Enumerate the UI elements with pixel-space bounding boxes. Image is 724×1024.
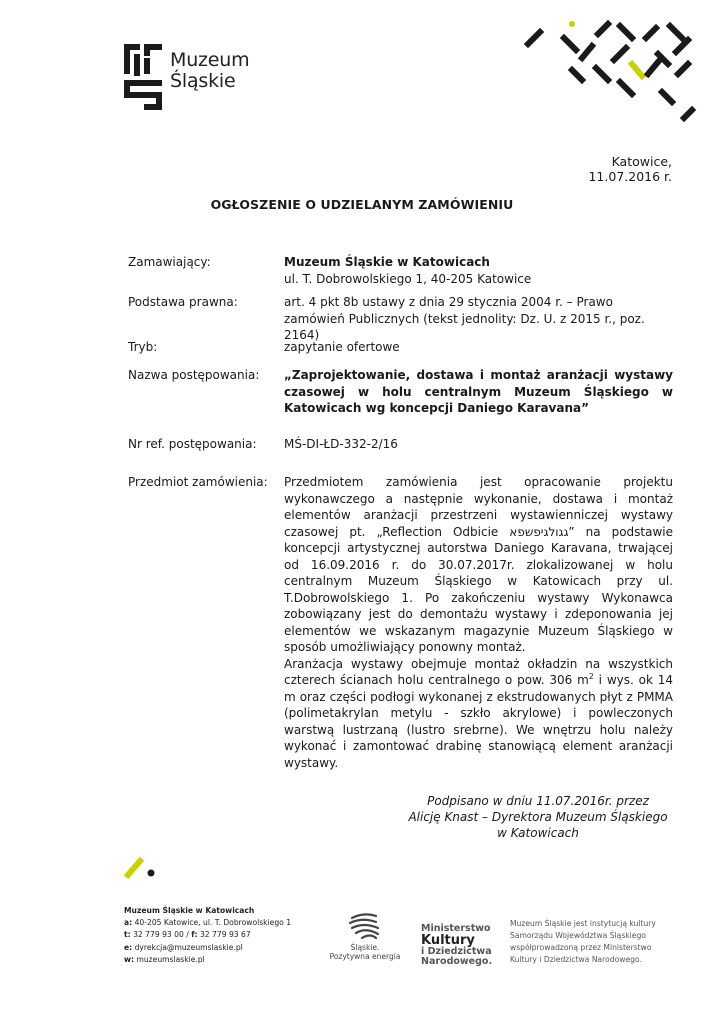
footer-website[interactable]: muzeumslaskie.pl	[134, 954, 205, 964]
logo-line-1: Muzeum	[170, 49, 250, 71]
value-zamawiajacy	[284, 254, 673, 287]
footer-contact: Muzeum Śląskie w Katowicach a: 40-205 Katowice, ul. T. Dobrowolskiego 1 t: 32 779 93 00 / f: 32 779 93 67 e: dyrekcja@muzeumslaskie.pl w: muzeumslaskie.pl	[124, 906, 292, 964]
przedmiot-paragraph-1: Przedmiotem zamówienia jest opracowanie projektu wykonawczego a następnie wykonanie, dostawa i montaż elementów aranżacji przestrzeni wystawienniczej wystawy czasowej pt. „Reflection Odbicie גגולגיפשפא” na podstawie koncepcji artystycznej autorstwa Daniego Karavana, trwającej od 16.09.2016 r. do 30.07.2017r. zlokalizowanej w holu centralnym Muzeum Śląskiego w Katowicach przy ul. T.Dobrowolskiego 1. Po zakończeniu wystawy Wykonawca zobowiązany jest do demontażu wystawy i zdeponowania jej elementów we wskazanym magazynie Muzeum Śląskiego w sposób umożliwiający ponowny montaż.	[284, 475, 673, 654]
value-przedmiot-zamowienia	[284, 474, 673, 771]
label-nr-ref: Nr ref. postępowania:	[128, 437, 257, 451]
value-nazwa-postepowania: „Zaprojektowanie, dostawa i montaż aranżacji wystawy czasowej w holu centralnym Muzeum Śląskiego w Katowicach wg koncepcji Daniego Karavana”	[284, 368, 673, 415]
contracting-authority-address: ul. T. Dobrowolskiego 1, 40-205 Katowice	[284, 271, 532, 286]
museum-logo-wordmark	[170, 50, 249, 92]
footer-mark-icon	[124, 855, 158, 879]
silesia-brand-text: Śląskie. Pozytywna energia	[329, 943, 401, 961]
signature-line-3: w Katowicach	[497, 826, 579, 840]
silesia-logo-icon	[346, 910, 382, 940]
label-podstawa-prawna: Podstawa prawna:	[128, 295, 238, 309]
signature-line-1: Podpisano w dniu 11.07.2016r. przez	[427, 794, 649, 808]
footer-address: 40-205 Katowice, ul. T. Dobrowolskiego 1	[132, 918, 292, 928]
logo-line-2: Śląskie	[170, 70, 236, 92]
contracting-authority-name: Muzeum Śląskie w Katowicach	[284, 255, 490, 269]
document-date: Katowice, 11.07.2016 r.	[588, 154, 672, 184]
label-zamawiajacy: Zamawiający:	[128, 255, 211, 269]
value-podstawa-prawna: art. 4 pkt 8b ustawy z dnia 29 stycznia 2004 r. – Prawo zamówień Publicznych (tekst jednolity: Dz. U. z 2015 r., poz. 2164)	[284, 295, 645, 342]
label-tryb: Tryb:	[128, 340, 158, 354]
przedmiot-paragraph-2: Aranżacja wystawy obejmuje montaż okładzin na wszystkich czterech ścianach holu centralnego o pow. 306 $m^2$ i wys. ok 14 m oraz części podłogi wykonanej z ekstrudowanych płyt z PMMA (polimetakrylan metylu - szkło akrylowe) i powleczonych warstwą lustrzaną (lustro srebrne). We wnętrzu holu należy wykonać i zamontować drabinę stanowiącą element aranżacji wystawy.	[284, 656, 673, 770]
ministry-logo: Ministerstwo Kultury i Dziedzictwa Narodowego.	[421, 923, 493, 967]
footer-fax: 32 779 93 67	[197, 930, 251, 940]
value-nr-ref: MŚ-DI-ŁD-332-2/16	[284, 437, 398, 451]
label-przedmiot-zamowienia: Przedmiot zamówienia:	[128, 475, 268, 489]
museum-logo-mark-icon	[124, 44, 162, 110]
value-tryb: zapytanie ofertowe	[284, 340, 400, 354]
decorative-pattern-icon	[520, 18, 700, 128]
signature-line-2: Alicję Knast – Dyrektora Muzeum Śląskiego	[408, 810, 668, 824]
label-nazwa-postepowania: Nazwa postępowania:	[128, 368, 260, 382]
document-title: OGŁOSZENIE O UDZIELANYM ZAMÓWIENIU	[210, 197, 514, 212]
footer-email[interactable]: dyrekcja@muzeumslaskie.pl	[132, 942, 243, 952]
signature-block	[380, 793, 696, 841]
institution-note: Muzeum Śląskie jest instytucją kultury Samorządu Województwa Śląskiego współprowadzoną przez Ministerstwo Kultury i Dziedzictwa Narodowego.	[510, 919, 656, 964]
footer-phone: 32 779 93 00 /	[130, 930, 192, 940]
footer-org-name: Muzeum Śląskie w Katowicach	[124, 906, 255, 915]
